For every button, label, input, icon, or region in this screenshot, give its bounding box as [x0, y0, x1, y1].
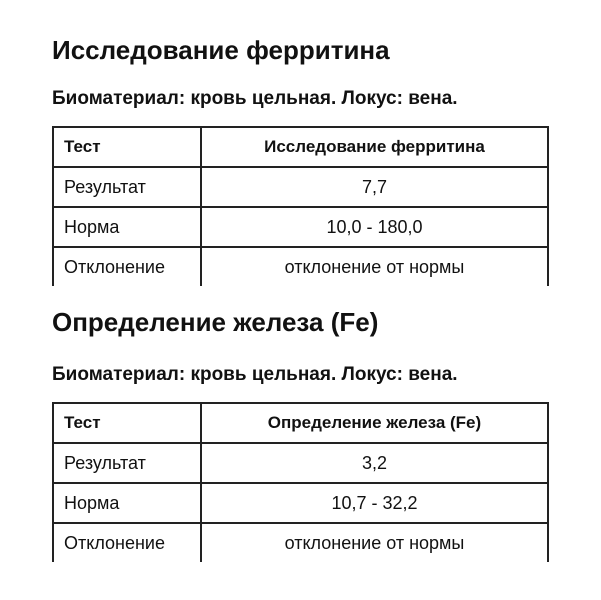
table-row — [53, 443, 548, 483]
header-test: Тест — [53, 403, 201, 443]
section-title: Исследование ферритина — [52, 35, 390, 65]
row-value: 7,7 — [201, 167, 548, 207]
table-row — [53, 167, 548, 207]
iron-section — [52, 302, 552, 562]
row-label: Норма — [53, 483, 201, 523]
row-label: Результат — [53, 167, 201, 207]
row-label: Норма — [53, 207, 201, 247]
table-row — [53, 207, 548, 247]
row-label: Отклонение — [53, 523, 201, 562]
table-row — [53, 247, 548, 286]
results-table — [52, 126, 549, 286]
row-label: Отклонение — [53, 247, 201, 286]
row-value: 10,0 - 180,0 — [201, 207, 548, 247]
header-test: Тест — [53, 127, 201, 167]
biomaterial-info: Биоматериал: кровь цельная. Локус: вена. — [52, 364, 458, 385]
table-row — [53, 483, 548, 523]
row-value: отклонение от нормы — [201, 523, 548, 562]
biomaterial-info: Биоматериал: кровь цельная. Локус: вена. — [52, 88, 458, 109]
table-header-row — [53, 403, 548, 443]
table-row — [53, 523, 548, 562]
header-test-name: Определение железа (Fe) — [201, 403, 548, 443]
row-value: 3,2 — [201, 443, 548, 483]
row-value: 10,7 - 32,2 — [201, 483, 548, 523]
row-label: Результат — [53, 443, 201, 483]
results-table — [52, 402, 549, 562]
row-value: отклонение от нормы — [201, 247, 548, 286]
ferritin-section — [52, 30, 552, 286]
header-test-name: Исследование ферритина — [201, 127, 548, 167]
table-header-row — [53, 127, 548, 167]
section-title: Определение железа (Fe) — [52, 307, 379, 337]
